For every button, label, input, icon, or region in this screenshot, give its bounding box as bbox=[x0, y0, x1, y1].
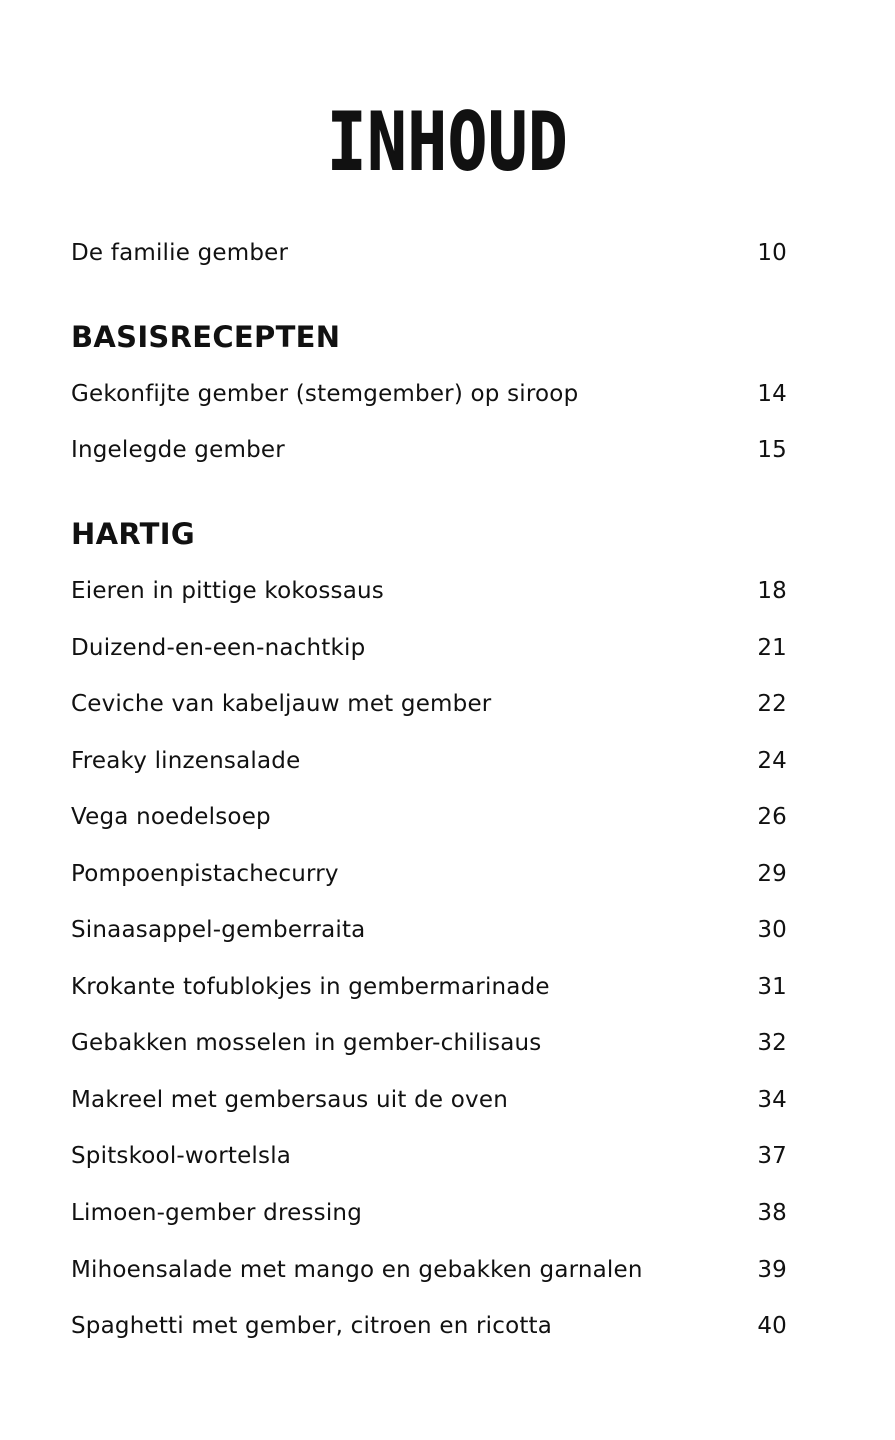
toc-entry-page: 21 bbox=[757, 635, 787, 661]
toc-entry[interactable] bbox=[71, 1087, 787, 1127]
toc-entry-page: 32 bbox=[757, 1030, 787, 1056]
toc-entry-label: Ingelegde gember bbox=[71, 437, 285, 463]
toc-entry[interactable] bbox=[71, 748, 787, 788]
toc-entry-page: 24 bbox=[757, 748, 787, 774]
toc-entry-page: 26 bbox=[757, 804, 787, 830]
toc-entry-label: Ceviche van kabeljauw met gember bbox=[71, 691, 492, 717]
toc-entry-page: 29 bbox=[757, 861, 787, 887]
toc-entry-page: 40 bbox=[757, 1313, 787, 1339]
toc-entry-page: 34 bbox=[757, 1087, 787, 1113]
toc-entry[interactable] bbox=[71, 437, 787, 477]
toc-entry-label: Spaghetti met gember, citroen en ricotta bbox=[71, 1313, 553, 1339]
toc-entry[interactable] bbox=[71, 804, 787, 844]
toc-entry[interactable] bbox=[71, 635, 787, 675]
toc-entry-label: Pompoenpistachecurry bbox=[71, 861, 339, 887]
toc-entry-intro[interactable] bbox=[71, 240, 787, 280]
toc-entry[interactable] bbox=[71, 917, 787, 957]
toc-entry-label: Spitskool-wortelsla bbox=[71, 1143, 292, 1169]
toc-entry-page: 31 bbox=[757, 974, 787, 1000]
toc-entry-label: Freaky linzensalade bbox=[71, 748, 301, 774]
toc-entry[interactable] bbox=[71, 381, 787, 421]
section-heading-hartig: HARTIG bbox=[71, 517, 195, 551]
toc-entry-page: 18 bbox=[757, 578, 787, 604]
toc-entry-page: 39 bbox=[757, 1257, 787, 1283]
toc-entry[interactable] bbox=[71, 1030, 787, 1070]
toc-entry-page: 10 bbox=[757, 240, 787, 266]
toc-entry-page: 22 bbox=[757, 691, 787, 717]
toc-entry-label: Makreel met gembersaus uit de oven bbox=[71, 1087, 508, 1113]
toc-entry-label: Sinaasappel-gemberraita bbox=[71, 917, 366, 943]
toc-entry-label: Duizend-en-een-nachtkip bbox=[71, 635, 366, 661]
toc-entry-label: De familie gember bbox=[71, 240, 289, 266]
toc-entry[interactable] bbox=[71, 691, 787, 731]
toc-entry-label: Gebakken mosselen in gember-chilisaus bbox=[71, 1030, 542, 1056]
toc-entry-label: Krokante tofublokjes in gembermarinade bbox=[71, 974, 550, 1000]
toc-entry-page: 14 bbox=[757, 381, 787, 407]
toc-entry[interactable] bbox=[71, 861, 787, 901]
toc-entry-label: Limoen-gember dressing bbox=[71, 1200, 363, 1226]
toc-entry-label: Gekonfijte gember (stemgember) op siroop bbox=[71, 381, 579, 407]
toc-entry-page: 38 bbox=[757, 1200, 787, 1226]
page-title: INHOUD bbox=[326, 95, 569, 189]
toc-entry-label: Eieren in pittige kokossaus bbox=[71, 578, 384, 604]
toc-entry[interactable] bbox=[71, 1200, 787, 1240]
toc-entry-label: Mihoensalade met mango en gebakken garnalen bbox=[71, 1257, 643, 1283]
toc-entry[interactable] bbox=[71, 578, 787, 618]
toc-entry[interactable] bbox=[71, 1313, 787, 1353]
toc-entry-page: 37 bbox=[757, 1143, 787, 1169]
toc-entry-page: 30 bbox=[757, 917, 787, 943]
toc-entry[interactable] bbox=[71, 1257, 787, 1297]
section-heading-basisrecepten: BASISRECEPTEN bbox=[71, 320, 341, 354]
toc-entry-page: 15 bbox=[757, 437, 787, 463]
toc-entry[interactable] bbox=[71, 974, 787, 1014]
toc-entry[interactable] bbox=[71, 1143, 787, 1183]
toc-entry-label: Vega noedelsoep bbox=[71, 804, 271, 830]
